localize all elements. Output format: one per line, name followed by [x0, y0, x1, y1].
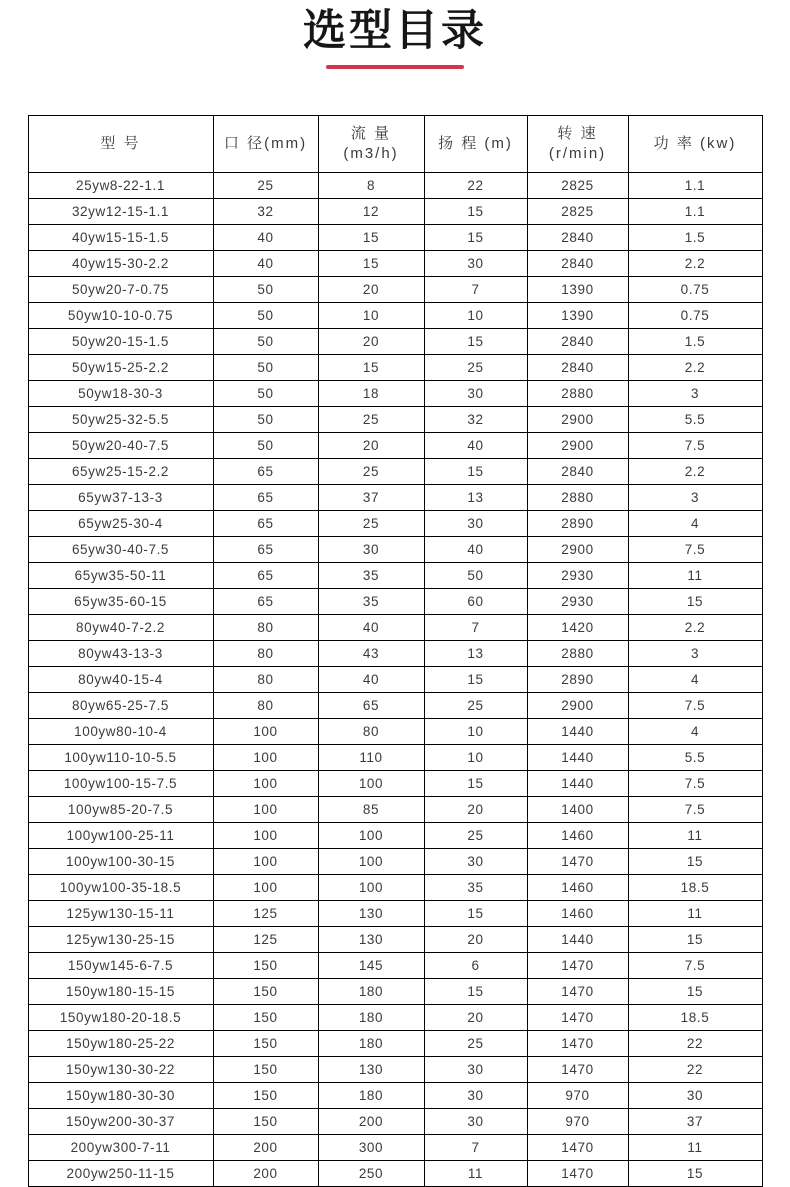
cell-speed: 1440 — [527, 927, 628, 953]
cell-power: 5.5 — [628, 407, 762, 433]
cell-diameter: 65 — [213, 511, 318, 537]
cell-power: 4 — [628, 511, 762, 537]
cell-speed: 1460 — [527, 823, 628, 849]
table-row — [28, 563, 762, 589]
table-row — [28, 719, 762, 745]
cell-flow: 30 — [318, 537, 424, 563]
table-row — [28, 667, 762, 693]
cell-model: 150yw180-25-22 — [28, 1031, 213, 1057]
cell-head: 20 — [424, 1005, 527, 1031]
cell-head: 50 — [424, 563, 527, 589]
table-row — [28, 1135, 762, 1161]
cell-head: 40 — [424, 537, 527, 563]
cell-head: 30 — [424, 1083, 527, 1109]
cell-model: 125yw130-25-15 — [28, 927, 213, 953]
cell-head: 25 — [424, 823, 527, 849]
cell-power: 3 — [628, 381, 762, 407]
cell-power: 1.1 — [628, 199, 762, 225]
cell-diameter: 100 — [213, 797, 318, 823]
cell-model: 50yw25-32-5.5 — [28, 407, 213, 433]
table-row — [28, 849, 762, 875]
cell-flow: 18 — [318, 381, 424, 407]
cell-model: 40yw15-30-2.2 — [28, 251, 213, 277]
cell-flow: 40 — [318, 667, 424, 693]
cell-diameter: 50 — [213, 329, 318, 355]
table-row — [28, 407, 762, 433]
table-row — [28, 459, 762, 485]
cell-flow: 15 — [318, 225, 424, 251]
cell-head: 15 — [424, 667, 527, 693]
cell-model: 80yw43-13-3 — [28, 641, 213, 667]
cell-model: 50yw10-10-0.75 — [28, 303, 213, 329]
column-header-diameter — [213, 116, 318, 173]
cell-head: 35 — [424, 875, 527, 901]
cell-flow: 100 — [318, 823, 424, 849]
cell-power: 7.5 — [628, 953, 762, 979]
cell-power: 5.5 — [628, 745, 762, 771]
cell-speed: 1470 — [527, 1057, 628, 1083]
cell-power: 15 — [628, 849, 762, 875]
table-row — [28, 771, 762, 797]
cell-head: 30 — [424, 381, 527, 407]
cell-flow: 25 — [318, 407, 424, 433]
cell-head: 15 — [424, 979, 527, 1005]
cell-head: 32 — [424, 407, 527, 433]
cell-speed: 970 — [527, 1109, 628, 1135]
cell-power: 30 — [628, 1083, 762, 1109]
cell-model: 150yw180-15-15 — [28, 979, 213, 1005]
cell-diameter: 100 — [213, 823, 318, 849]
cell-flow: 180 — [318, 979, 424, 1005]
cell-head: 22 — [424, 173, 527, 199]
cell-power: 11 — [628, 901, 762, 927]
cell-flow: 200 — [318, 1109, 424, 1135]
cell-diameter: 50 — [213, 407, 318, 433]
cell-flow: 100 — [318, 849, 424, 875]
table-row — [28, 901, 762, 927]
cell-diameter: 100 — [213, 745, 318, 771]
cell-power: 11 — [628, 1135, 762, 1161]
table-row — [28, 641, 762, 667]
cell-speed: 1470 — [527, 1005, 628, 1031]
cell-diameter: 80 — [213, 693, 318, 719]
cell-diameter: 50 — [213, 433, 318, 459]
cell-flow: 110 — [318, 745, 424, 771]
cell-power: 0.75 — [628, 277, 762, 303]
table-row — [28, 511, 762, 537]
cell-diameter: 100 — [213, 875, 318, 901]
cell-model: 150yw200-30-37 — [28, 1109, 213, 1135]
cell-model: 65yw35-60-15 — [28, 589, 213, 615]
cell-speed: 2880 — [527, 381, 628, 407]
cell-speed: 1390 — [527, 303, 628, 329]
cell-power: 15 — [628, 589, 762, 615]
cell-diameter: 50 — [213, 277, 318, 303]
column-header-line: 型 号 — [100, 135, 141, 153]
cell-head: 15 — [424, 329, 527, 355]
cell-diameter: 80 — [213, 667, 318, 693]
cell-speed: 1470 — [527, 979, 628, 1005]
cell-diameter: 150 — [213, 1109, 318, 1135]
cell-flow: 12 — [318, 199, 424, 225]
cell-flow: 100 — [318, 771, 424, 797]
cell-flow: 8 — [318, 173, 424, 199]
cell-power: 22 — [628, 1057, 762, 1083]
cell-diameter: 100 — [213, 719, 318, 745]
cell-model: 200yw250-11-15 — [28, 1161, 213, 1187]
cell-head: 13 — [424, 641, 527, 667]
cell-power: 18.5 — [628, 875, 762, 901]
cell-head: 10 — [424, 303, 527, 329]
cell-model: 50yw15-25-2.2 — [28, 355, 213, 381]
cell-speed: 1420 — [527, 615, 628, 641]
cell-flow: 130 — [318, 1057, 424, 1083]
cell-flow: 300 — [318, 1135, 424, 1161]
cell-flow: 20 — [318, 277, 424, 303]
cell-power: 3 — [628, 641, 762, 667]
cell-head: 30 — [424, 849, 527, 875]
cell-diameter: 100 — [213, 849, 318, 875]
cell-power: 37 — [628, 1109, 762, 1135]
cell-model: 65yw35-50-11 — [28, 563, 213, 589]
cell-diameter: 150 — [213, 1057, 318, 1083]
cell-model: 80yw40-7-2.2 — [28, 615, 213, 641]
cell-power: 11 — [628, 823, 762, 849]
table-row — [28, 1005, 762, 1031]
cell-speed: 1460 — [527, 901, 628, 927]
cell-power: 7.5 — [628, 433, 762, 459]
cell-power: 7.5 — [628, 797, 762, 823]
cell-diameter: 100 — [213, 771, 318, 797]
cell-power: 2.2 — [628, 355, 762, 381]
cell-model: 40yw15-15-1.5 — [28, 225, 213, 251]
cell-diameter: 32 — [213, 199, 318, 225]
cell-speed: 2900 — [527, 433, 628, 459]
cell-diameter: 65 — [213, 537, 318, 563]
cell-flow: 180 — [318, 1031, 424, 1057]
cell-speed: 1440 — [527, 771, 628, 797]
cell-speed: 1470 — [527, 1161, 628, 1187]
column-header-line: 转 速 — [557, 125, 598, 143]
cell-head: 7 — [424, 277, 527, 303]
table-row — [28, 355, 762, 381]
cell-diameter: 50 — [213, 303, 318, 329]
cell-power: 22 — [628, 1031, 762, 1057]
column-header-power — [628, 116, 762, 173]
cell-head: 10 — [424, 745, 527, 771]
cell-speed: 2930 — [527, 563, 628, 589]
cell-speed: 1440 — [527, 719, 628, 745]
table-row — [28, 433, 762, 459]
cell-speed: 2890 — [527, 667, 628, 693]
cell-speed: 1470 — [527, 1135, 628, 1161]
cell-speed: 2890 — [527, 511, 628, 537]
cell-speed: 2840 — [527, 355, 628, 381]
cell-flow: 25 — [318, 459, 424, 485]
cell-model: 50yw18-30-3 — [28, 381, 213, 407]
column-header-line: 口 径(mm) — [223, 135, 308, 153]
cell-flow: 15 — [318, 251, 424, 277]
cell-power: 7.5 — [628, 693, 762, 719]
cell-flow: 180 — [318, 1083, 424, 1109]
cell-model: 150yw145-6-7.5 — [28, 953, 213, 979]
cell-diameter: 65 — [213, 563, 318, 589]
cell-head: 25 — [424, 693, 527, 719]
cell-speed: 1400 — [527, 797, 628, 823]
cell-head: 15 — [424, 771, 527, 797]
cell-power: 1.1 — [628, 173, 762, 199]
cell-speed: 1390 — [527, 277, 628, 303]
table-row — [28, 953, 762, 979]
cell-diameter: 200 — [213, 1161, 318, 1187]
cell-power: 2.2 — [628, 251, 762, 277]
cell-diameter: 150 — [213, 1031, 318, 1057]
column-header-line: (r/min) — [548, 145, 607, 163]
cell-flow: 40 — [318, 615, 424, 641]
cell-model: 100yw100-15-7.5 — [28, 771, 213, 797]
cell-power: 4 — [628, 667, 762, 693]
cell-flow: 43 — [318, 641, 424, 667]
cell-diameter: 80 — [213, 615, 318, 641]
column-header-flow — [318, 116, 424, 173]
cell-diameter: 125 — [213, 901, 318, 927]
cell-head: 30 — [424, 511, 527, 537]
cell-speed: 2840 — [527, 251, 628, 277]
cell-power: 4 — [628, 719, 762, 745]
column-header-line: 功 率 (kw) — [653, 135, 737, 153]
table-row — [28, 693, 762, 719]
cell-model: 65yw30-40-7.5 — [28, 537, 213, 563]
table-row — [28, 745, 762, 771]
cell-flow: 15 — [318, 355, 424, 381]
cell-diameter: 40 — [213, 251, 318, 277]
cell-flow: 130 — [318, 927, 424, 953]
cell-model: 125yw130-15-11 — [28, 901, 213, 927]
cell-speed: 1470 — [527, 1031, 628, 1057]
cell-speed: 2840 — [527, 329, 628, 355]
table-row — [28, 615, 762, 641]
cell-flow: 25 — [318, 511, 424, 537]
cell-head: 30 — [424, 251, 527, 277]
cell-flow: 100 — [318, 875, 424, 901]
cell-flow: 10 — [318, 303, 424, 329]
cell-flow: 37 — [318, 485, 424, 511]
cell-power: 7.5 — [628, 771, 762, 797]
cell-speed: 2825 — [527, 199, 628, 225]
cell-head: 15 — [424, 901, 527, 927]
cell-flow: 35 — [318, 563, 424, 589]
cell-flow: 180 — [318, 1005, 424, 1031]
selection-catalog-table — [28, 115, 763, 1187]
cell-speed: 970 — [527, 1083, 628, 1109]
cell-model: 100yw85-20-7.5 — [28, 797, 213, 823]
table-row — [28, 1057, 762, 1083]
cell-diameter: 50 — [213, 381, 318, 407]
cell-speed: 2900 — [527, 537, 628, 563]
header-row — [28, 116, 762, 173]
cell-diameter: 150 — [213, 1083, 318, 1109]
cell-head: 25 — [424, 1031, 527, 1057]
cell-diameter: 125 — [213, 927, 318, 953]
cell-power: 15 — [628, 1161, 762, 1187]
cell-speed: 1470 — [527, 849, 628, 875]
cell-head: 60 — [424, 589, 527, 615]
cell-diameter: 150 — [213, 953, 318, 979]
cell-speed: 2930 — [527, 589, 628, 615]
cell-model: 100yw100-35-18.5 — [28, 875, 213, 901]
table-row — [28, 303, 762, 329]
cell-head: 13 — [424, 485, 527, 511]
cell-speed: 2840 — [527, 459, 628, 485]
column-header-line: (m3/h) — [343, 145, 399, 163]
cell-power: 11 — [628, 563, 762, 589]
table-row — [28, 199, 762, 225]
page-title: 选型目录 — [303, 7, 487, 55]
column-header-head — [424, 116, 527, 173]
cell-flow: 65 — [318, 693, 424, 719]
cell-head: 15 — [424, 225, 527, 251]
cell-flow: 20 — [318, 329, 424, 355]
table-row — [28, 537, 762, 563]
cell-model: 200yw300-7-11 — [28, 1135, 213, 1161]
cell-diameter: 150 — [213, 979, 318, 1005]
cell-head: 15 — [424, 199, 527, 225]
cell-model: 150yw180-30-30 — [28, 1083, 213, 1109]
cell-head: 7 — [424, 1135, 527, 1161]
cell-speed: 1460 — [527, 875, 628, 901]
cell-flow: 250 — [318, 1161, 424, 1187]
cell-diameter: 50 — [213, 355, 318, 381]
table-row — [28, 589, 762, 615]
cell-speed: 2900 — [527, 407, 628, 433]
cell-power: 2.2 — [628, 615, 762, 641]
table-row — [28, 1083, 762, 1109]
cell-speed: 1470 — [527, 953, 628, 979]
table-row — [28, 927, 762, 953]
column-header-speed — [527, 116, 628, 173]
table-row — [28, 225, 762, 251]
cell-diameter: 40 — [213, 225, 318, 251]
cell-head: 11 — [424, 1161, 527, 1187]
cell-model: 50yw20-15-1.5 — [28, 329, 213, 355]
cell-diameter: 200 — [213, 1135, 318, 1161]
cell-power: 1.5 — [628, 225, 762, 251]
cell-speed: 1440 — [527, 745, 628, 771]
column-header-line: 流 量 — [350, 125, 392, 143]
column-header-line: 扬 程 (m) — [438, 135, 513, 153]
cell-flow: 35 — [318, 589, 424, 615]
cell-power: 18.5 — [628, 1005, 762, 1031]
table-row — [28, 251, 762, 277]
cell-model: 80yw40-15-4 — [28, 667, 213, 693]
cell-model: 150yw130-30-22 — [28, 1057, 213, 1083]
table-row — [28, 329, 762, 355]
cell-model: 100yw100-25-11 — [28, 823, 213, 849]
cell-model: 100yw100-30-15 — [28, 849, 213, 875]
cell-diameter: 65 — [213, 589, 318, 615]
table-row — [28, 1161, 762, 1187]
cell-diameter: 65 — [213, 485, 318, 511]
cell-speed: 2880 — [527, 485, 628, 511]
cell-model: 150yw180-20-18.5 — [28, 1005, 213, 1031]
cell-model: 100yw110-10-5.5 — [28, 745, 213, 771]
cell-model: 32yw12-15-1.1 — [28, 199, 213, 225]
cell-diameter: 150 — [213, 1005, 318, 1031]
cell-head: 10 — [424, 719, 527, 745]
cell-model: 50yw20-7-0.75 — [28, 277, 213, 303]
cell-model: 65yw37-13-3 — [28, 485, 213, 511]
cell-model: 50yw20-40-7.5 — [28, 433, 213, 459]
table-row — [28, 485, 762, 511]
cell-power: 0.75 — [628, 303, 762, 329]
cell-head: 30 — [424, 1109, 527, 1135]
cell-head: 30 — [424, 1057, 527, 1083]
cell-diameter: 80 — [213, 641, 318, 667]
cell-head: 20 — [424, 927, 527, 953]
cell-head: 40 — [424, 433, 527, 459]
table-row — [28, 823, 762, 849]
cell-speed: 2900 — [527, 693, 628, 719]
cell-diameter: 65 — [213, 459, 318, 485]
cell-head: 6 — [424, 953, 527, 979]
cell-speed: 2825 — [527, 173, 628, 199]
cell-head: 25 — [424, 355, 527, 381]
table-row — [28, 797, 762, 823]
table-row — [28, 173, 762, 199]
table-row — [28, 1031, 762, 1057]
table-row — [28, 875, 762, 901]
table-row — [28, 1109, 762, 1135]
cell-power: 3 — [628, 485, 762, 511]
table-body — [28, 173, 762, 1187]
table-row — [28, 277, 762, 303]
cell-head: 20 — [424, 797, 527, 823]
cell-power: 15 — [628, 927, 762, 953]
cell-flow: 130 — [318, 901, 424, 927]
cell-power: 15 — [628, 979, 762, 1005]
cell-head: 15 — [424, 459, 527, 485]
cell-model: 25yw8-22-1.1 — [28, 173, 213, 199]
cell-model: 65yw25-30-4 — [28, 511, 213, 537]
cell-model: 80yw65-25-7.5 — [28, 693, 213, 719]
cell-model: 65yw25-15-2.2 — [28, 459, 213, 485]
table-row — [28, 381, 762, 407]
cell-flow: 85 — [318, 797, 424, 823]
cell-head: 7 — [424, 615, 527, 641]
cell-model: 100yw80-10-4 — [28, 719, 213, 745]
cell-speed: 2840 — [527, 225, 628, 251]
cell-power: 2.2 — [628, 459, 762, 485]
cell-power: 7.5 — [628, 537, 762, 563]
cell-flow: 145 — [318, 953, 424, 979]
cell-diameter: 25 — [213, 173, 318, 199]
title-underline-accent — [326, 65, 464, 69]
cell-flow: 20 — [318, 433, 424, 459]
column-header-model — [28, 116, 213, 173]
cell-flow: 80 — [318, 719, 424, 745]
cell-power: 1.5 — [628, 329, 762, 355]
table-row — [28, 979, 762, 1005]
cell-speed: 2880 — [527, 641, 628, 667]
